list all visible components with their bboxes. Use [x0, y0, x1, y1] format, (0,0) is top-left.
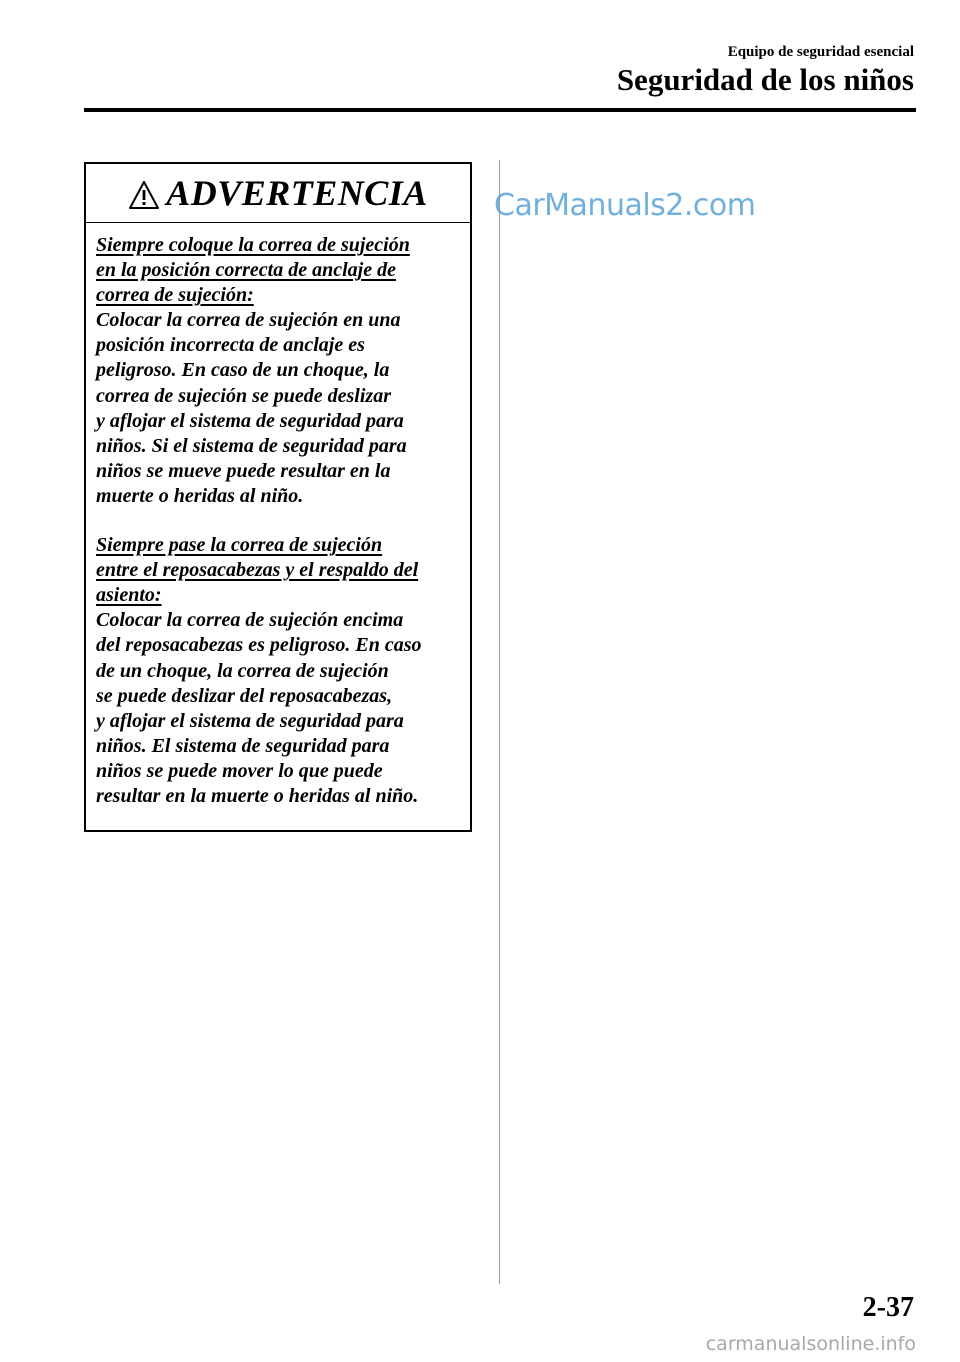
paragraph-2-body-line: niños. El sistema de seguridad para [96, 734, 390, 757]
section-label: Equipo de seguridad esencial [727, 44, 914, 60]
warning-body [86, 223, 470, 809]
paragraph-2-heading-line: Siempre pase la correa de sujeción [96, 534, 383, 557]
paragraph-2-heading-line: entre el reposacabezas y el respaldo del [96, 559, 419, 582]
paragraph-1-body-line: peligroso. En caso de un choque, la [96, 359, 390, 382]
column-divider [499, 160, 500, 1284]
paragraph-2-body-line: del reposacabezas es peligroso. En caso [96, 634, 422, 657]
warning-triangle-icon [128, 180, 160, 210]
paragraph-1-body-line: posición incorrecta de anclaje es [96, 334, 365, 357]
paragraph-1-heading-line: Siempre coloque la correa de sujeción [96, 234, 410, 256]
paragraph-1-body-line: niños. Si el sistema de seguridad para [96, 434, 407, 457]
header-rule [84, 108, 916, 112]
warning-paragraph-2 [96, 533, 460, 809]
paragraph-1-body-line: y aflojar el sistema de seguridad para [96, 409, 404, 432]
paragraph-1-heading-line: en la posición correcta de anclaje de [96, 259, 396, 282]
warning-title: ADVERTENCIA [166, 173, 428, 213]
paragraph-2-body-line: niños se puede mover lo que puede [96, 759, 383, 782]
paragraph-1-body-line: correa de sujeción se puede deslizar [96, 384, 391, 407]
paragraph-2-body-line: de un choque, la correa de sujeción [96, 659, 389, 682]
paragraph-1-body-line: niños se mueve puede resultar en la [96, 459, 391, 482]
paragraph-2-body-line: se puede deslizar del reposacabezas, [96, 684, 393, 707]
warning-paragraph-1 [96, 233, 460, 509]
warning-header [86, 164, 470, 223]
paragraph-2-body-line: resultar en la muerte o heridas al niño. [96, 784, 419, 807]
paragraph-1-heading-line: correa de sujeción: [96, 284, 254, 307]
watermark-carmanualsonline: carmanualsonline.info [705, 1333, 916, 1355]
paragraph-1-body-line: Colocar la correa de sujeción en una [96, 309, 401, 332]
page-title: Seguridad de los niños [616, 62, 914, 97]
paragraph-2-body-line: Colocar la correa de sujeción encima [96, 609, 404, 632]
paragraph-2-body-line: y aflojar el sistema de seguridad para [96, 709, 404, 732]
paragraph-2-heading-line: asiento: [96, 584, 162, 607]
page-number: 2-37 [862, 1292, 914, 1323]
warning-box [84, 162, 472, 832]
watermark-carmanuals2: CarManuals2.com [494, 188, 756, 223]
paragraph-1-body-line: muerte o heridas al niño. [96, 484, 304, 507]
